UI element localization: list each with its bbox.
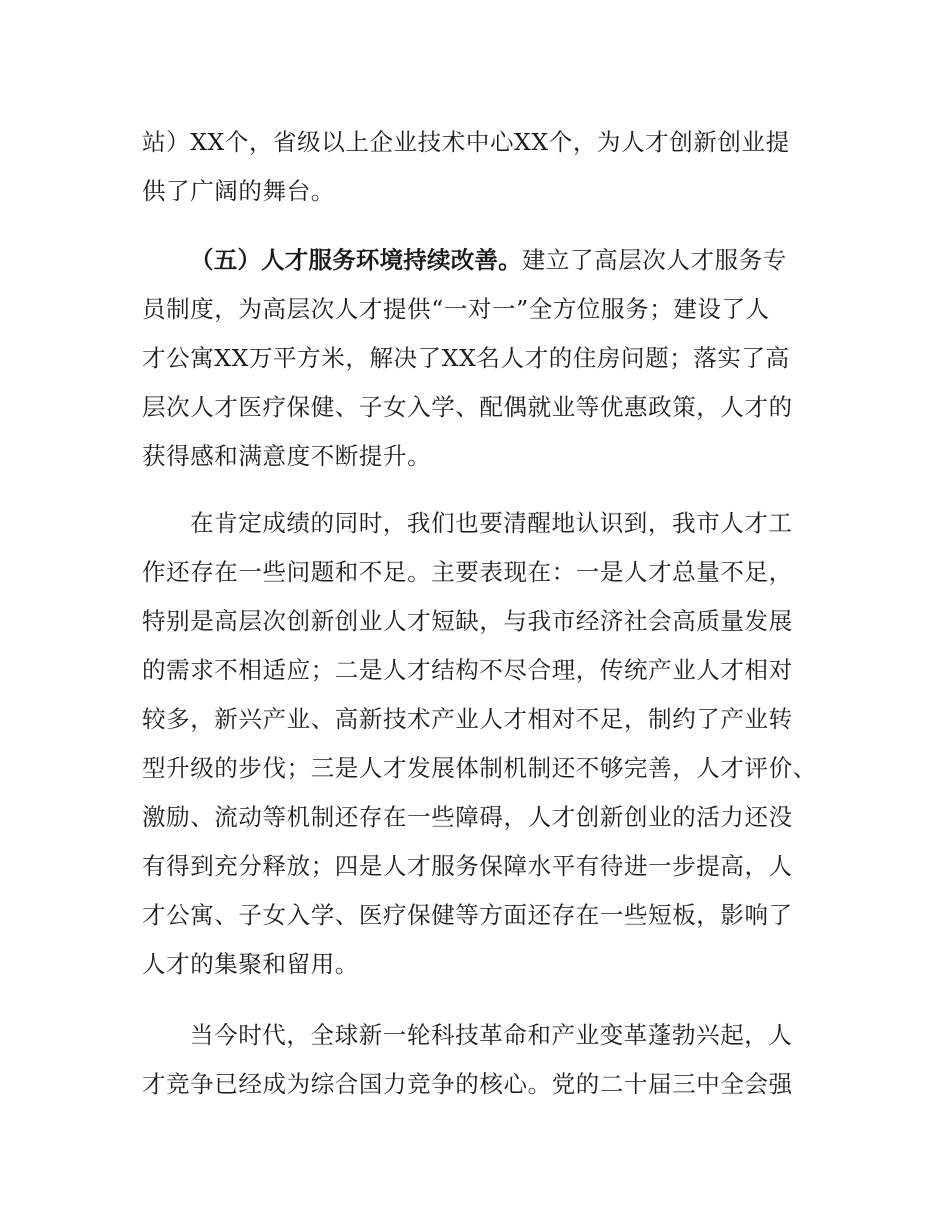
paragraph-2-line-1-text: 建立了高层次人才服务专 (521, 246, 787, 274)
paragraph-1-line-2: 供了广阔的舞台。 (142, 177, 335, 205)
paragraph-1-line-1: 站）XX个，省级以上企业技术中心XX个，为人才创新创业提 (142, 128, 790, 156)
paragraph-3-line-3: 特别是高层次创新创业人才短缺，与我市经济社会高质量发展 (142, 607, 793, 635)
paragraph-4-line-1: 当今时代，全球新一轮科技革命和产业变革蓬勃兴起，人 (190, 1021, 793, 1049)
paragraph-2-line-4: 层次人才医疗保健、子女入学、配偶就业等优惠政策，人才的 (142, 393, 793, 421)
paragraph-3-line-8: 有得到充分释放；四是人才服务保障水平有待进一步提高，人 (142, 852, 793, 880)
paragraph-2-line-2: 员制度，为高层次人才提供“一对一”全方位服务；建设了人 (142, 295, 770, 323)
paragraph-2-line-5: 获得感和满意度不断提升。 (142, 442, 432, 470)
paragraph-3-line-4: 的需求不相适应；二是人才结构不尽合理，传统产业人才相对 (142, 656, 793, 684)
paragraph-3-line-1: 在肯定成绩的同时，我们也要清醒地认识到，我市人才工 (190, 509, 793, 537)
section-heading: （五）人才服务环境持续改善。 (190, 246, 522, 274)
paragraph-4-line-2: 才竞争已经成为综合国力竞争的核心。党的二十届三中全会强 (142, 1070, 793, 1098)
paragraph-3-line-9: 才公寓、子女入学、医疗保健等方面还存在一些短板，影响了 (142, 901, 793, 929)
paragraph-3-line-7: 激励、流动等机制还存在一些障碍，人才创新创业的活力还没 (142, 803, 793, 831)
paragraph-3-line-6: 型升级的步伐；三是人才发展体制机制还不够完善，人才评价、 (142, 754, 817, 782)
paragraph-3-line-2: 作还存在一些问题和不足。主要表现在：一是人才总量不足， (142, 558, 793, 586)
paragraph-3-line-10: 人才的集聚和留用。 (142, 950, 359, 978)
paragraph-3-line-5: 较多，新兴产业、高新技术产业人才相对不足，制约了产业转 (142, 705, 793, 733)
paragraph-2-line-1 (190, 240, 870, 280)
paragraph-2-line-3: 才公寓XX万平方米，解决了XX名人才的住房问题；落实了高 (142, 344, 790, 372)
